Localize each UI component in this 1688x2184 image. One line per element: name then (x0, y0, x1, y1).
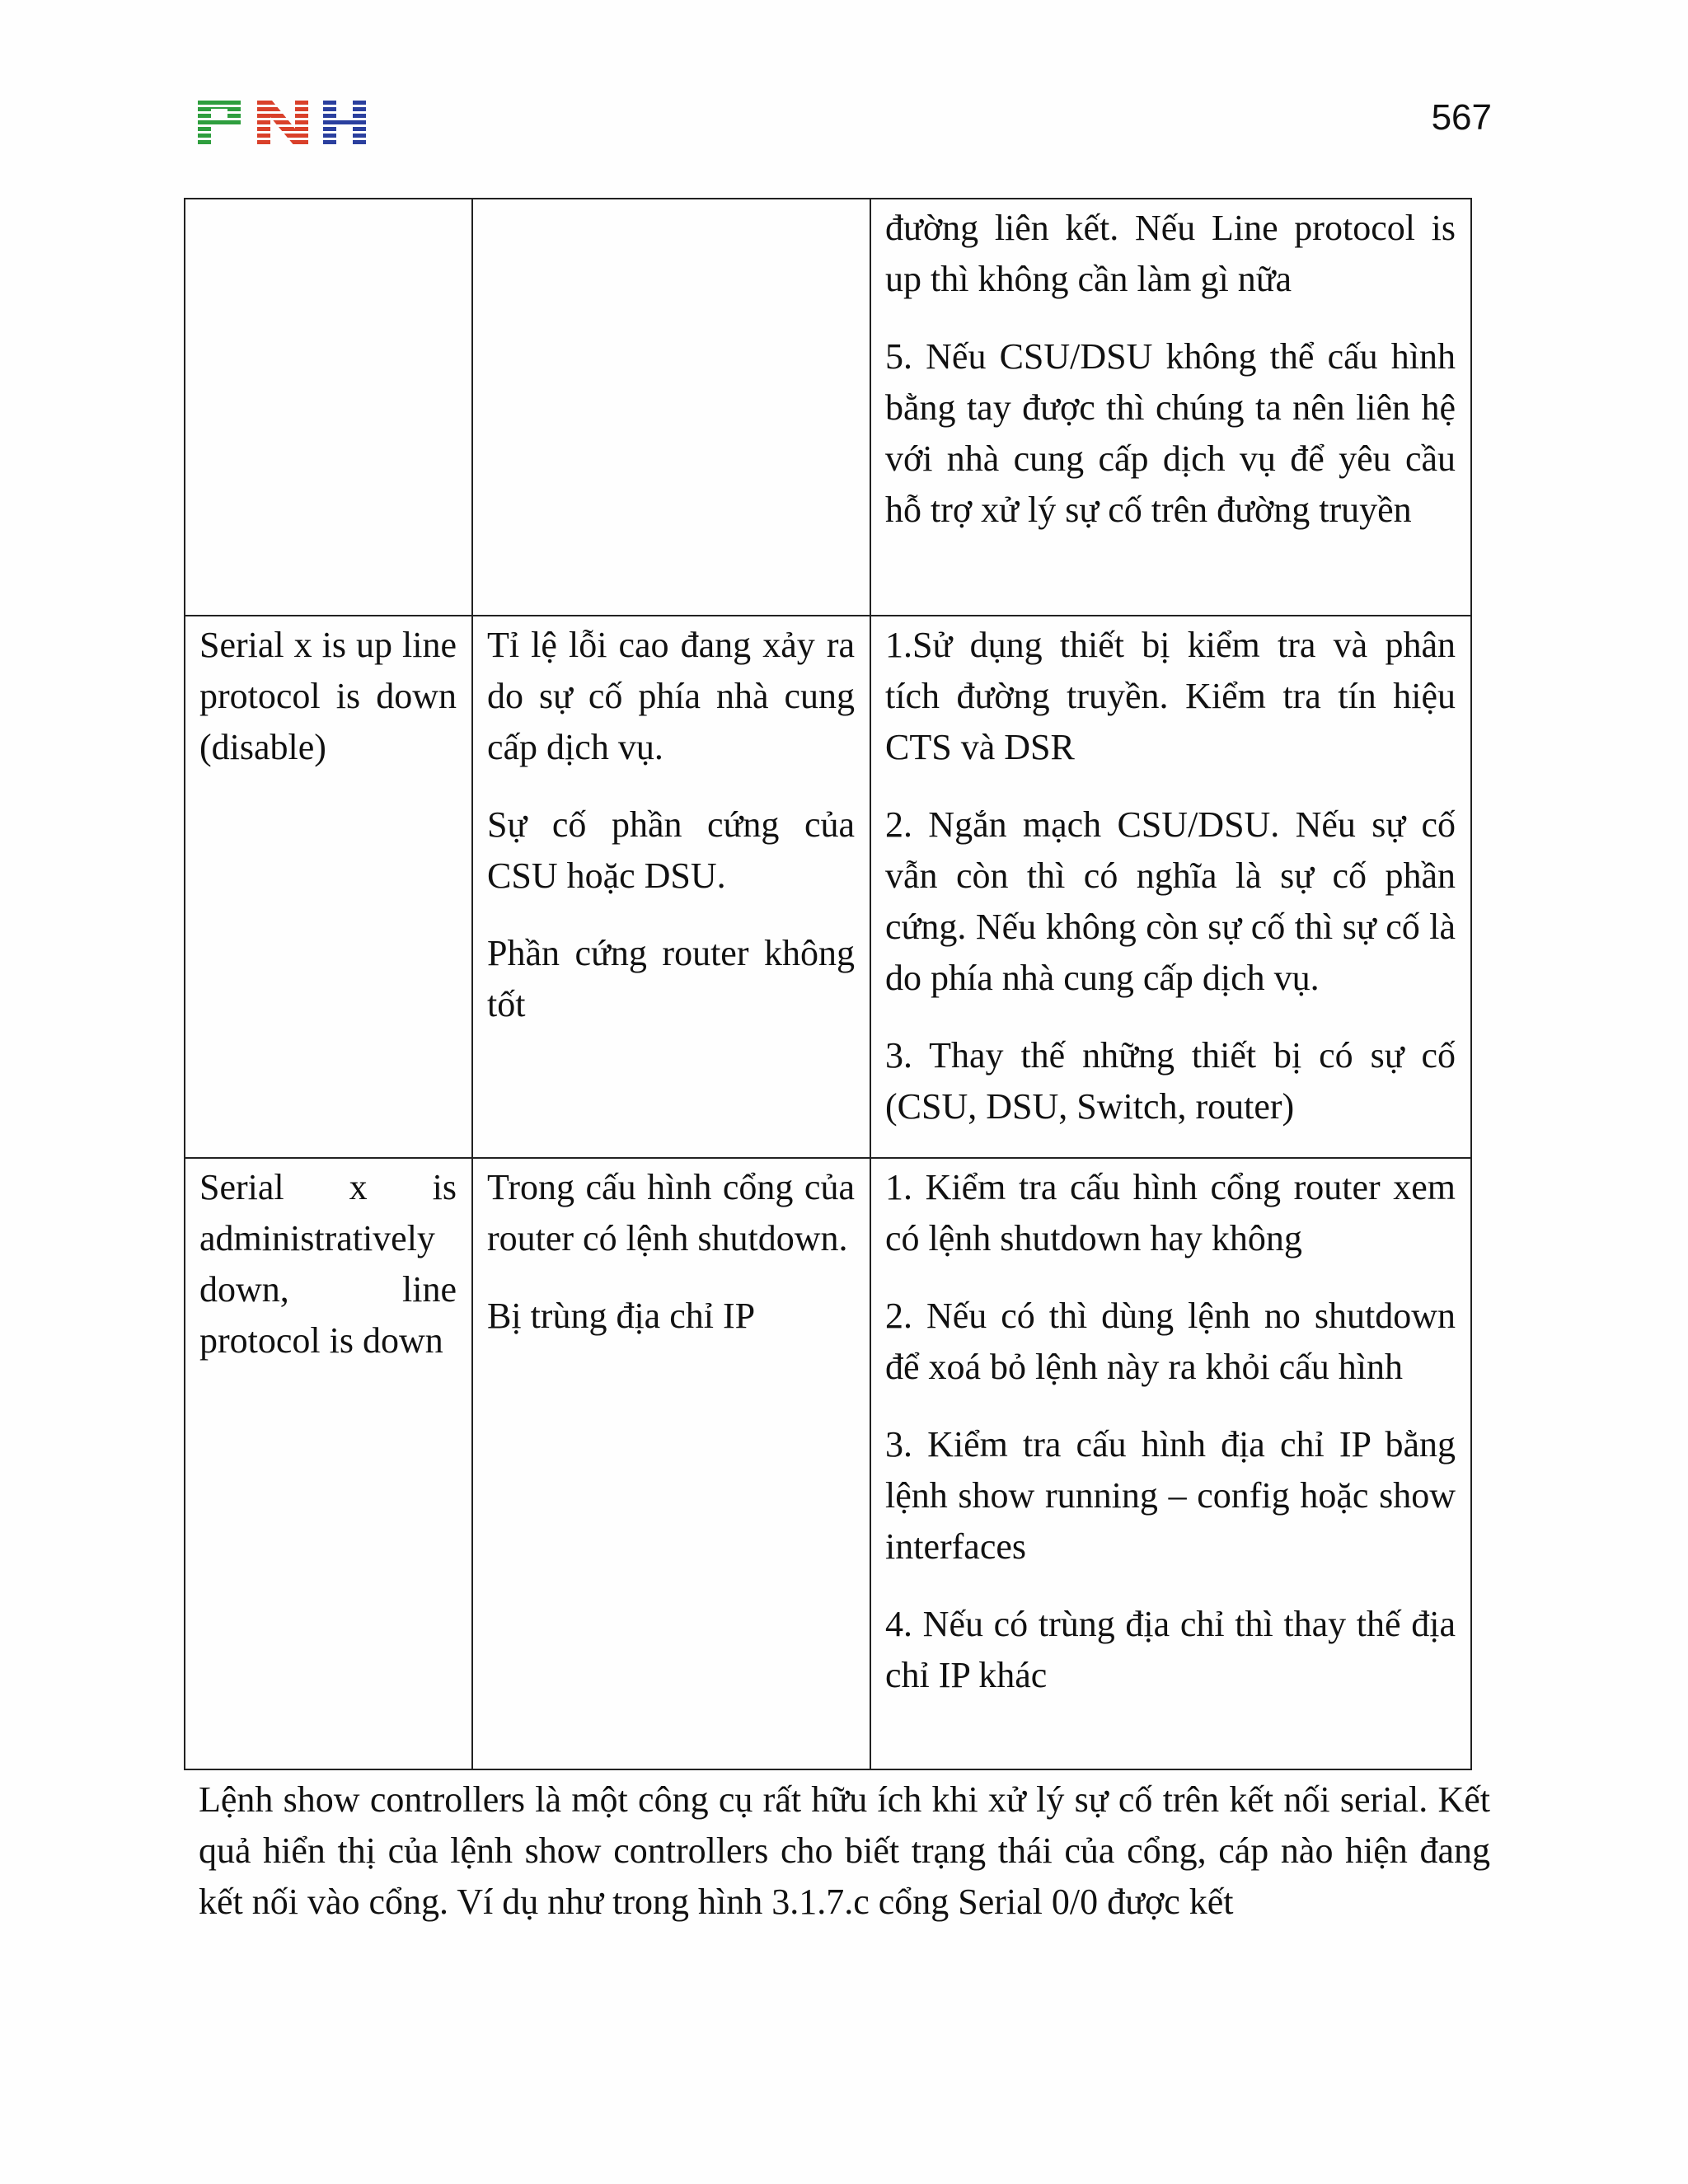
page-number: 567 (1431, 97, 1492, 138)
cause-item: Phần cứng router không tốt (487, 933, 855, 1024)
condition-cell: Serial x is administratively down, line protocol is down (185, 1158, 472, 1769)
action-cell (870, 199, 1471, 616)
cause-item: Sự cố phần cứng của CSU hoặc DSU. (487, 804, 855, 896)
cause-item: Trong cấu hình cổng của router có lệnh shutdown. (487, 1167, 855, 1258)
action-item: 3. Thay thế những thiết bị có sự cố (CSU, DSU, Switch, router) (885, 1035, 1456, 1127)
condition-cell (185, 199, 472, 616)
pnh-logo (198, 101, 366, 147)
cause-cell (472, 1158, 870, 1769)
table-row (185, 616, 1471, 1158)
cause-cell (472, 616, 870, 1158)
action-item: đường liên kết. Nếu Line protocol is up thì không cần làm gì nữa (885, 208, 1456, 299)
cause-item: Bị trùng địa chỉ IP (487, 1296, 756, 1336)
condition-cell: Serial x is up line protocol is down (disable) (185, 616, 472, 1158)
troubleshooting-table (184, 198, 1472, 1770)
action-cell (870, 1158, 1471, 1769)
action-item: 5. Nếu CSU/DSU không thể cấu hình bằng tay được thì chúng ta nên liên hệ với nhà cung cấp dịch vụ để yêu cầu hỗ trợ xử lý sự cố trên đường truyền (885, 336, 1456, 530)
action-cell (870, 616, 1471, 1158)
cause-cell (472, 199, 870, 616)
table-row (185, 199, 1471, 616)
action-item: 2. Ngắn mạch CSU/DSU. Nếu sự cố vẫn còn thì có nghĩa là sự cố phần cứng. Nếu không còn sự cố thì sự cố là do phía nhà cung cấp dịch vụ. (885, 804, 1456, 998)
cause-item: Tỉ lệ lỗi cao đang xảy ra do sự cố phía nhà cung cấp dịch vụ. (487, 625, 855, 767)
action-item: 3. Kiểm tra cấu hình địa chỉ IP bằng lệnh show running – config hoặc show interfaces (885, 1424, 1456, 1567)
action-item: 1.Sử dụng thiết bị kiểm tra và phân tích đường truyền. Kiểm tra tín hiệu CTS và DSR (885, 625, 1456, 767)
table-row (185, 1158, 1471, 1769)
body-paragraph: Lệnh show controllers là một công cụ rất hữu ích khi xử lý sự cố trên kết nối serial. Kết quả hiển thị của lệnh show controllers cho biết trạng thái của cổng, cáp nào hiện đang kết nối vào cổng. Ví dụ như trong hình 3.1.7.c cổng Serial 0/0 được kết (199, 1779, 1490, 1922)
action-item: 4. Nếu có trùng địa chỉ thì thay thế địa chỉ IP khác (885, 1604, 1456, 1695)
action-item: 1. Kiểm tra cấu hình cổng router xem có lệnh shutdown hay không (885, 1167, 1456, 1258)
action-item: 2. Nếu có thì dùng lệnh no shutdown để xoá bỏ lệnh này ra khỏi cấu hình (885, 1296, 1456, 1387)
